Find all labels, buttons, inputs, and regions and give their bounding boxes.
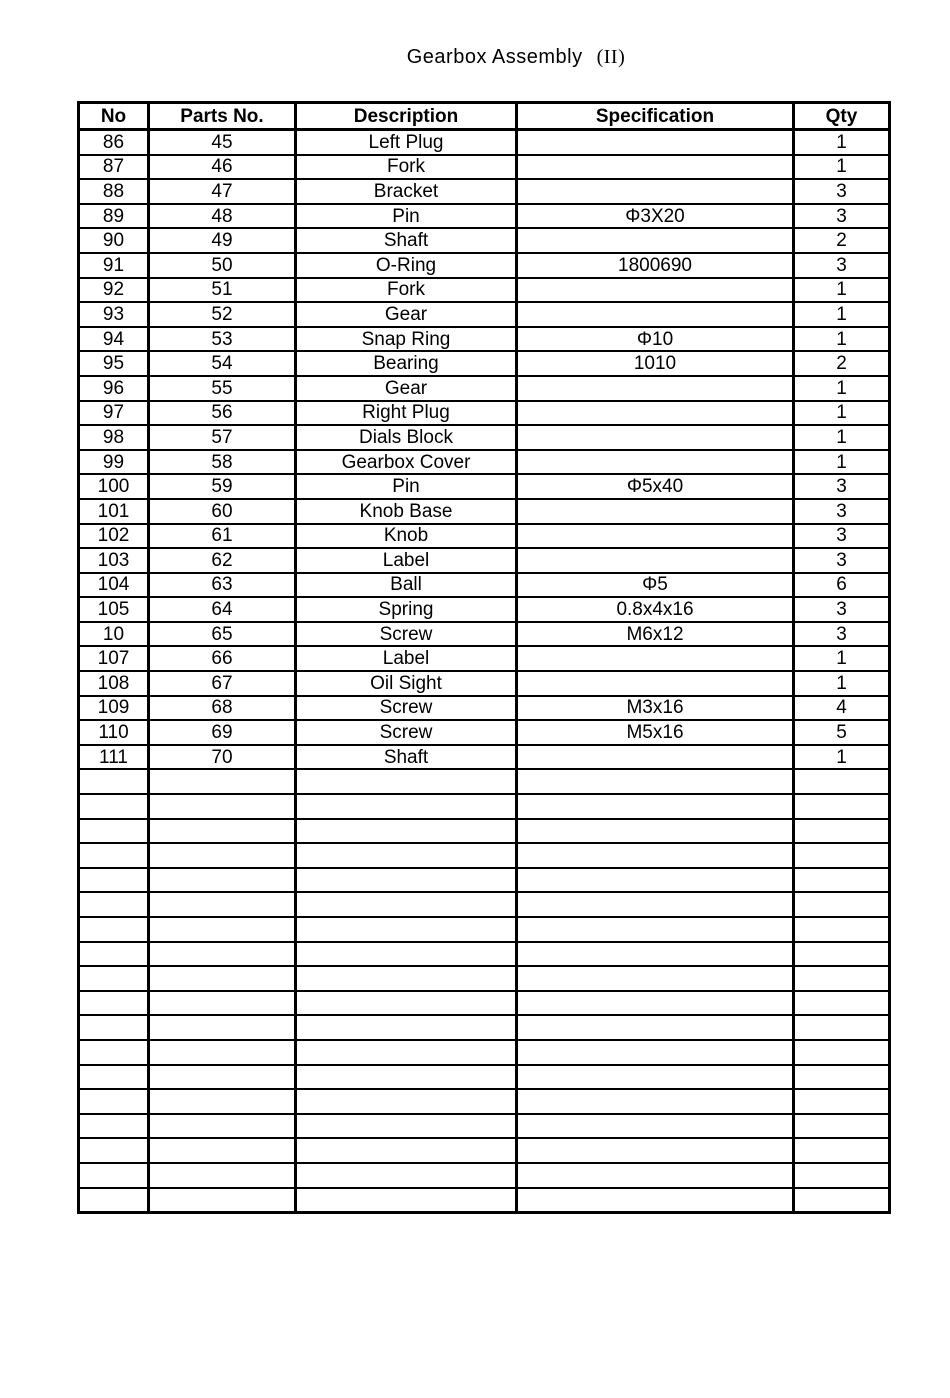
cell-qty (794, 1065, 890, 1090)
cell-description (296, 794, 517, 819)
column-header-qty: Qty (794, 103, 890, 130)
table-row (79, 769, 890, 794)
cell-qty: 4 (794, 696, 890, 721)
cell-description: Gear (296, 302, 517, 327)
cell-specification (517, 942, 794, 967)
table-row (79, 696, 890, 721)
cell-parts-no: 67 (149, 671, 296, 696)
cell-specification: M5x16 (517, 720, 794, 745)
cell-no: 96 (79, 376, 149, 401)
table-row (79, 278, 890, 303)
cell-qty: 1 (794, 401, 890, 426)
cell-specification (517, 868, 794, 893)
cell-qty: 3 (794, 622, 890, 647)
table-row (79, 524, 890, 549)
table-row (79, 991, 890, 1016)
cell-description (296, 892, 517, 917)
cell-qty: 2 (794, 228, 890, 253)
cell-parts-no: 57 (149, 425, 296, 450)
cell-parts-no: 52 (149, 302, 296, 327)
cell-description (296, 1089, 517, 1114)
cell-qty: 3 (794, 253, 890, 278)
cell-no: 94 (79, 327, 149, 352)
cell-specification: 1010 (517, 351, 794, 376)
cell-description: Pin (296, 204, 517, 229)
cell-specification: Φ3X20 (517, 204, 794, 229)
cell-no (79, 966, 149, 991)
cell-description (296, 843, 517, 868)
cell-no: 88 (79, 179, 149, 204)
table-header (79, 103, 890, 130)
cell-description: Screw (296, 622, 517, 647)
cell-no: 107 (79, 646, 149, 671)
cell-description: Screw (296, 696, 517, 721)
cell-no (79, 1138, 149, 1163)
cell-qty (794, 1138, 890, 1163)
cell-parts-no: 54 (149, 351, 296, 376)
cell-parts-no: 61 (149, 524, 296, 549)
cell-parts-no (149, 1163, 296, 1188)
cell-no (79, 1089, 149, 1114)
cell-description (296, 769, 517, 794)
cell-no: 99 (79, 450, 149, 475)
cell-specification (517, 1040, 794, 1065)
table-row (79, 892, 890, 917)
cell-qty (794, 794, 890, 819)
cell-qty: 1 (794, 671, 890, 696)
cell-parts-no (149, 1015, 296, 1040)
cell-qty: 5 (794, 720, 890, 745)
cell-no: 110 (79, 720, 149, 745)
cell-no (79, 1015, 149, 1040)
cell-parts-no (149, 1089, 296, 1114)
table-row (79, 327, 890, 352)
table-row (79, 966, 890, 991)
cell-no: 111 (79, 745, 149, 770)
cell-qty: 1 (794, 745, 890, 770)
cell-qty: 3 (794, 179, 890, 204)
column-header-no: No (79, 103, 149, 130)
cell-specification: 1800690 (517, 253, 794, 278)
cell-no (79, 991, 149, 1016)
cell-description (296, 1163, 517, 1188)
cell-description (296, 917, 517, 942)
table-row (79, 868, 890, 893)
cell-parts-no: 58 (149, 450, 296, 475)
cell-specification (517, 1065, 794, 1090)
cell-parts-no (149, 1065, 296, 1090)
cell-description: Shaft (296, 228, 517, 253)
table-row (79, 155, 890, 180)
cell-specification (517, 130, 794, 155)
cell-description: Fork (296, 155, 517, 180)
cell-parts-no (149, 843, 296, 868)
cell-qty: 3 (794, 524, 890, 549)
cell-description: Label (296, 548, 517, 573)
cell-description: Knob (296, 524, 517, 549)
cell-description: Gear (296, 376, 517, 401)
cell-qty: 1 (794, 450, 890, 475)
cell-parts-no: 45 (149, 130, 296, 155)
table-row (79, 499, 890, 524)
cell-no (79, 868, 149, 893)
cell-parts-no: 69 (149, 720, 296, 745)
cell-qty (794, 1089, 890, 1114)
cell-no (79, 1163, 149, 1188)
table-row (79, 302, 890, 327)
cell-parts-no: 55 (149, 376, 296, 401)
cell-no: 100 (79, 474, 149, 499)
table-row (79, 794, 890, 819)
cell-description: Left Plug (296, 130, 517, 155)
cell-parts-no: 59 (149, 474, 296, 499)
cell-specification: M3x16 (517, 696, 794, 721)
table-row (79, 1114, 890, 1139)
cell-specification (517, 1114, 794, 1139)
cell-no (79, 917, 149, 942)
column-header-description: Description (296, 103, 517, 130)
cell-description (296, 991, 517, 1016)
cell-parts-no (149, 1114, 296, 1139)
cell-specification (517, 524, 794, 549)
table-row (79, 401, 890, 426)
table-row (79, 1040, 890, 1065)
cell-qty (794, 1114, 890, 1139)
cell-specification (517, 228, 794, 253)
cell-qty (794, 917, 890, 942)
cell-parts-no (149, 819, 296, 844)
title-text: Gearbox Assembly (406, 46, 583, 68)
cell-description (296, 1065, 517, 1090)
cell-parts-no (149, 1040, 296, 1065)
table-row (79, 548, 890, 573)
cell-qty (794, 1040, 890, 1065)
cell-specification (517, 401, 794, 426)
cell-qty (794, 966, 890, 991)
cell-qty (794, 769, 890, 794)
cell-description: Spring (296, 597, 517, 622)
cell-specification (517, 892, 794, 917)
cell-description: Shaft (296, 745, 517, 770)
cell-no (79, 942, 149, 967)
cell-specification (517, 843, 794, 868)
cell-qty: 1 (794, 646, 890, 671)
cell-specification (517, 794, 794, 819)
table-row (79, 425, 890, 450)
cell-no: 98 (79, 425, 149, 450)
cell-no: 93 (79, 302, 149, 327)
cell-qty: 2 (794, 351, 890, 376)
cell-qty (794, 868, 890, 893)
cell-description (296, 1015, 517, 1040)
table-row (79, 450, 890, 475)
cell-parts-no (149, 868, 296, 893)
cell-description: O-Ring (296, 253, 517, 278)
cell-description: Bearing (296, 351, 517, 376)
cell-specification (517, 1138, 794, 1163)
header-row (79, 103, 890, 130)
table-row (79, 720, 890, 745)
table-row (79, 1163, 890, 1188)
cell-no: 101 (79, 499, 149, 524)
cell-description (296, 868, 517, 893)
cell-qty: 1 (794, 278, 890, 303)
cell-parts-no: 56 (149, 401, 296, 426)
cell-no (79, 1040, 149, 1065)
cell-description: Right Plug (296, 401, 517, 426)
table-row (79, 622, 890, 647)
cell-qty (794, 1015, 890, 1040)
table-row (79, 597, 890, 622)
table-row (79, 1188, 890, 1213)
table-row (79, 179, 890, 204)
cell-specification (517, 1089, 794, 1114)
cell-description: Pin (296, 474, 517, 499)
cell-parts-no (149, 991, 296, 1016)
cell-no (79, 892, 149, 917)
cell-description: Oil Sight (296, 671, 517, 696)
cell-no: 109 (79, 696, 149, 721)
cell-parts-no: 64 (149, 597, 296, 622)
table-row (79, 843, 890, 868)
cell-qty (794, 892, 890, 917)
table-row (79, 1065, 890, 1090)
cell-parts-no (149, 794, 296, 819)
cell-description (296, 1138, 517, 1163)
title-suffix: (II) (596, 46, 626, 68)
cell-no (79, 794, 149, 819)
cell-qty: 3 (794, 204, 890, 229)
cell-specification (517, 991, 794, 1016)
cell-specification (517, 548, 794, 573)
cell-no (79, 843, 149, 868)
table-row (79, 130, 890, 155)
cell-specification: M6x12 (517, 622, 794, 647)
cell-no: 105 (79, 597, 149, 622)
cell-parts-no: 51 (149, 278, 296, 303)
cell-specification (517, 278, 794, 303)
cell-description (296, 1040, 517, 1065)
parts-table (77, 101, 891, 1214)
cell-no: 87 (79, 155, 149, 180)
cell-no: 92 (79, 278, 149, 303)
cell-specification (517, 499, 794, 524)
cell-description (296, 1114, 517, 1139)
cell-parts-no: 49 (149, 228, 296, 253)
cell-description: Gearbox Cover (296, 450, 517, 475)
table-row (79, 671, 890, 696)
cell-no: 86 (79, 130, 149, 155)
table-row (79, 351, 890, 376)
cell-qty (794, 942, 890, 967)
cell-parts-no (149, 942, 296, 967)
cell-no: 104 (79, 573, 149, 598)
cell-no: 90 (79, 228, 149, 253)
cell-parts-no: 47 (149, 179, 296, 204)
table-row (79, 1089, 890, 1114)
table-body (79, 130, 890, 1213)
cell-specification (517, 769, 794, 794)
cell-specification (517, 745, 794, 770)
cell-no: 102 (79, 524, 149, 549)
cell-description: Ball (296, 573, 517, 598)
cell-specification (517, 302, 794, 327)
cell-no: 10 (79, 622, 149, 647)
column-header-parts-no: Parts No. (149, 103, 296, 130)
cell-parts-no: 48 (149, 204, 296, 229)
cell-description: Screw (296, 720, 517, 745)
cell-qty: 6 (794, 573, 890, 598)
cell-parts-no: 53 (149, 327, 296, 352)
page-title (0, 46, 950, 69)
cell-qty: 3 (794, 474, 890, 499)
cell-parts-no: 66 (149, 646, 296, 671)
table-row (79, 745, 890, 770)
cell-description: Label (296, 646, 517, 671)
table-row (79, 1138, 890, 1163)
cell-description (296, 942, 517, 967)
cell-specification: Φ5 (517, 573, 794, 598)
cell-parts-no: 70 (149, 745, 296, 770)
cell-parts-no (149, 917, 296, 942)
cell-description: Snap Ring (296, 327, 517, 352)
cell-description: Dials Block (296, 425, 517, 450)
cell-parts-no: 50 (149, 253, 296, 278)
cell-specification (517, 1163, 794, 1188)
cell-qty: 1 (794, 327, 890, 352)
cell-qty: 3 (794, 597, 890, 622)
cell-description (296, 1188, 517, 1213)
cell-specification: 0.8x4x16 (517, 597, 794, 622)
cell-parts-no: 62 (149, 548, 296, 573)
table-row (79, 1015, 890, 1040)
cell-no: 97 (79, 401, 149, 426)
cell-description: Bracket (296, 179, 517, 204)
cell-qty: 1 (794, 376, 890, 401)
cell-specification (517, 917, 794, 942)
table-row (79, 228, 890, 253)
table-row (79, 573, 890, 598)
cell-qty: 1 (794, 130, 890, 155)
cell-no: 95 (79, 351, 149, 376)
cell-no (79, 1188, 149, 1213)
cell-qty: 3 (794, 499, 890, 524)
cell-specification: Φ5x40 (517, 474, 794, 499)
cell-parts-no: 65 (149, 622, 296, 647)
cell-specification (517, 819, 794, 844)
cell-qty (794, 819, 890, 844)
table-row (79, 942, 890, 967)
cell-no (79, 769, 149, 794)
cell-no (79, 1114, 149, 1139)
cell-no: 103 (79, 548, 149, 573)
cell-specification: Φ10 (517, 327, 794, 352)
cell-specification (517, 671, 794, 696)
cell-parts-no (149, 892, 296, 917)
cell-specification (517, 450, 794, 475)
cell-specification (517, 646, 794, 671)
table-row (79, 646, 890, 671)
cell-parts-no (149, 1138, 296, 1163)
cell-qty (794, 843, 890, 868)
cell-specification (517, 1015, 794, 1040)
column-header-specification: Specification (517, 103, 794, 130)
cell-no (79, 1065, 149, 1090)
cell-description (296, 966, 517, 991)
cell-qty (794, 991, 890, 1016)
table-row (79, 204, 890, 229)
cell-no (79, 819, 149, 844)
table-row (79, 253, 890, 278)
cell-parts-no (149, 966, 296, 991)
cell-qty: 1 (794, 302, 890, 327)
cell-description: Knob Base (296, 499, 517, 524)
table-row (79, 474, 890, 499)
cell-no: 89 (79, 204, 149, 229)
cell-qty (794, 1188, 890, 1213)
table-row (79, 917, 890, 942)
table-row (79, 819, 890, 844)
cell-specification (517, 966, 794, 991)
cell-qty (794, 1163, 890, 1188)
cell-qty: 3 (794, 548, 890, 573)
cell-parts-no: 46 (149, 155, 296, 180)
cell-specification (517, 1188, 794, 1213)
cell-parts-no: 60 (149, 499, 296, 524)
cell-specification (517, 155, 794, 180)
cell-specification (517, 425, 794, 450)
cell-parts-no (149, 1188, 296, 1213)
cell-qty: 1 (794, 155, 890, 180)
cell-no: 108 (79, 671, 149, 696)
table-row (79, 376, 890, 401)
cell-qty: 1 (794, 425, 890, 450)
cell-parts-no: 63 (149, 573, 296, 598)
cell-specification (517, 376, 794, 401)
cell-no: 91 (79, 253, 149, 278)
cell-description: Fork (296, 278, 517, 303)
cell-parts-no: 68 (149, 696, 296, 721)
cell-parts-no (149, 769, 296, 794)
cell-specification (517, 179, 794, 204)
cell-description (296, 819, 517, 844)
